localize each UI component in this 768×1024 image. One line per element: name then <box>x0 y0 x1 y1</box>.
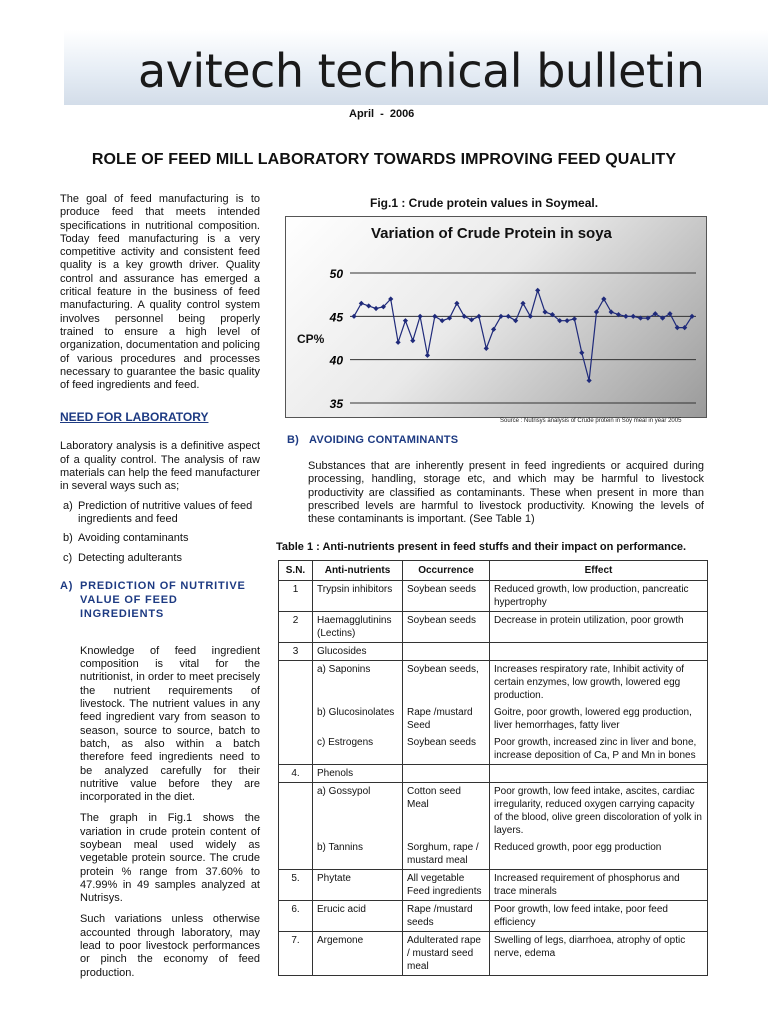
article-title: ROLE OF FEED MILL LABORATORY TOWARDS IMPROVING FEED QUALITY <box>91 151 677 168</box>
cell-occurrence: Adulterated rape / mustard seed meal <box>403 932 490 976</box>
section-a-marker: A) <box>60 579 74 592</box>
table-row <box>279 901 708 932</box>
cell-anti-nutrient: b) Glucosinolates <box>313 704 403 734</box>
data-point <box>542 309 547 314</box>
cell-sn <box>279 734 313 765</box>
cell-sn <box>279 704 313 734</box>
data-point <box>587 378 592 383</box>
chart-title: Variation of Crude Protein in soya <box>371 225 612 242</box>
data-point <box>359 301 364 306</box>
cell-occurrence: All vegetable Feed ingredients <box>403 870 490 901</box>
section-a-title: PREDICTION OF NUTRITIVE VALUE OF FEED INGREDIENTS <box>80 579 246 620</box>
data-point <box>601 296 606 301</box>
cell-effect: Poor growth, increased zinc in liver and bone, increase deposition of Ca, P and Mn in bones <box>490 734 708 765</box>
cell-occurrence: Cotton seed Meal <box>403 783 490 840</box>
list-item <box>60 552 260 565</box>
table-title: Table 1 : Anti-nutrients present in feed stuffs and their impact on performance. <box>276 541 687 553</box>
cell-anti-nutrient: a) Gossypol <box>313 783 403 840</box>
data-point <box>484 346 489 351</box>
table-header-row <box>279 561 708 581</box>
anti-nutrients-table <box>278 560 708 976</box>
data-point <box>403 318 408 323</box>
cell-sn <box>279 839 313 870</box>
ways-list <box>60 500 260 565</box>
data-point <box>432 314 437 319</box>
cell-occurrence: Soybean seeds <box>403 734 490 765</box>
data-point <box>675 325 680 330</box>
chart-gridlines <box>350 273 696 403</box>
data-point <box>476 314 481 319</box>
cell-effect <box>490 643 708 661</box>
cell-sn: 3 <box>279 643 313 661</box>
list-item <box>60 532 260 545</box>
data-point <box>564 318 569 323</box>
cell-occurrence: Soybean seeds, <box>403 661 490 705</box>
data-point <box>609 309 614 314</box>
cell-effect: Poor growth, low feed intake, ascites, cardiac irregularity, reduced oxygen carrying capacity of the blood, olive green discoloration of yolk in layers. <box>490 783 708 840</box>
cell-sn <box>279 783 313 840</box>
data-point <box>631 314 636 319</box>
data-point <box>454 301 459 306</box>
data-point <box>520 301 525 306</box>
data-point <box>653 311 658 316</box>
cell-anti-nutrient: Glucosides <box>313 643 403 661</box>
table-row <box>279 704 708 734</box>
need-paragraph: Laboratory analysis is a definitive aspect of a quality control. The analysis of raw materials can help the feed manufacturer in several ways such as; <box>60 440 260 493</box>
issue-date: April - 2006 <box>349 108 415 120</box>
cell-occurrence <box>403 643 490 661</box>
intro-paragraph: The goal of feed manufacturing is to produce feed that meets intended specifications in nutritional composition. Today feed manufacturing is a very competitive activity and consistent feed quality is a key growth driver. Quality control and assurance has emerged a critical feature in the business of feed manufacturing. A quality control system involves personnel being properly trained to ensure a high level of organization, documentation and policing of various procedures and processes necessary to guarantee the basic quality of feed ingredients and feed. <box>60 193 260 392</box>
chart-y-axis-label: CP% <box>297 332 325 346</box>
data-point <box>366 303 371 308</box>
cell-anti-nutrient: Erucic acid <box>313 901 403 932</box>
cell-occurrence: Rape /mustard Seed <box>403 704 490 734</box>
cell-effect: Poor growth, low feed intake, poor feed efficiency <box>490 901 708 932</box>
table-row <box>279 870 708 901</box>
list-marker: a) <box>63 499 73 512</box>
y-tick-label: 50 <box>329 267 343 281</box>
cell-anti-nutrient: Argemone <box>313 932 403 976</box>
table-row <box>279 581 708 612</box>
cell-anti-nutrient: Phytate <box>313 870 403 901</box>
data-point <box>535 288 540 293</box>
section-a-heading <box>60 579 260 621</box>
section-b-title: AVOIDING CONTAMINANTS <box>309 434 459 446</box>
cell-effect: Increased requirement of phosphorus and trace minerals <box>490 870 708 901</box>
cell-sn: 4. <box>279 765 313 783</box>
cell-occurrence: Soybean seeds <box>403 612 490 643</box>
list-marker: c) <box>63 551 73 564</box>
data-point <box>513 318 518 323</box>
cell-anti-nutrient: Phenols <box>313 765 403 783</box>
cell-anti-nutrient: a) Saponins <box>313 661 403 705</box>
cell-sn: 2 <box>279 612 313 643</box>
data-point <box>373 306 378 311</box>
brand-title: avitech technical bulletin <box>138 44 705 98</box>
data-point <box>667 311 672 316</box>
header-anti-nutrients: Anti-nutrients <box>313 561 403 581</box>
cell-anti-nutrient: c) Estrogens <box>313 734 403 765</box>
data-point <box>410 338 415 343</box>
cell-sn: 7. <box>279 932 313 976</box>
data-point <box>469 317 474 322</box>
figure-caption: Fig.1 : Crude protein values in Soymeal. <box>370 196 599 210</box>
section-a-paragraph-3: Such variations unless otherwise accounted through laboratory, may lead to poor livestock performances or pinch the economy of feed production. <box>80 913 260 979</box>
data-point <box>491 327 496 332</box>
left-column <box>60 193 260 980</box>
table-row <box>279 765 708 783</box>
data-point <box>572 316 577 321</box>
crude-protein-chart <box>286 217 706 417</box>
cell-occurrence: Sorghum, rape / mustard meal <box>403 839 490 870</box>
y-tick-label: 45 <box>329 310 343 325</box>
list-item <box>60 500 260 527</box>
table-row <box>279 661 708 705</box>
header-effect: Effect <box>490 561 708 581</box>
section-a-paragraph-2: The graph in Fig.1 shows the variation in crude protein content of soybean meal used widely as vegetable protein source. The crude protein % range from 37.60% to 47.99% in 49 samples analyzed at Nutrisys. <box>80 812 260 905</box>
section-a-paragraph-1: Knowledge of feed ingredient composition is vital for the nutritionist, in order to meet precisely the nutrient requirements of livestock. The nutrient values in any feed ingredient vary from season to season, source to source, batch to batch, as also within a batch therefore feed ingredients need to be analyzed carefully for their nutritive value before they are incorporated in the diet. <box>80 644 260 804</box>
cell-effect <box>490 765 708 783</box>
table-row <box>279 783 708 840</box>
chart-y-tick-labels <box>329 267 344 411</box>
section-b-heading <box>287 434 458 446</box>
cell-anti-nutrient: b) Tannins <box>313 839 403 870</box>
header-occurrence: Occurrence <box>403 561 490 581</box>
data-point <box>395 340 400 345</box>
cell-effect: Goitre, poor growth, lowered egg production, liver hemorrhages, fatty liver <box>490 704 708 734</box>
header-sn: S.N. <box>279 561 313 581</box>
list-marker: b) <box>63 532 73 545</box>
section-b-paragraph: Substances that are inherently present in feed ingredients or acquired during processing, handling, storage etc, and which may be harmful to livestock productivity are classified as contaminants. These when present in more than prescribed levels are harmful to livestock productivity. Knowing the levels of these contaminants is important. (See Table 1) <box>308 460 704 526</box>
chart-source-note: Source : Nutrisys analysis of Crude protein in Soy meal in year 2005 <box>500 418 682 424</box>
data-point <box>462 314 467 319</box>
list-text: Prediction of nutritive values of feed ingredients and feed <box>78 499 253 525</box>
table-row <box>279 643 708 661</box>
cell-anti-nutrient: Haemagglutinins (Lectins) <box>313 612 403 643</box>
cell-occurrence <box>403 765 490 783</box>
data-point <box>351 314 356 319</box>
y-tick-label: 35 <box>329 397 343 411</box>
table-row <box>279 839 708 870</box>
cell-sn: 1 <box>279 581 313 612</box>
section-b-marker: B) <box>287 434 300 446</box>
table-row <box>279 612 708 643</box>
data-point <box>498 314 503 319</box>
need-for-laboratory-heading: NEED FOR LABORATORY <box>60 410 209 425</box>
cell-sn: 6. <box>279 901 313 932</box>
y-tick-label: 40 <box>329 353 343 368</box>
cell-effect: Reduced growth, poor egg production <box>490 839 708 870</box>
list-text: Avoiding contaminants <box>78 532 189 545</box>
data-point <box>418 314 423 319</box>
chart-series <box>351 288 694 383</box>
data-point <box>623 314 628 319</box>
chart-frame <box>285 216 707 418</box>
data-point <box>440 318 445 323</box>
cell-sn <box>279 661 313 705</box>
cell-effect: Increases respiratory rate, Inhibit activity of certain enzymes, low growth, lowered egg production. <box>490 661 708 705</box>
cell-effect: Reduced growth, low production, pancreatic hypertrophy <box>490 581 708 612</box>
data-point <box>594 309 599 314</box>
cell-occurrence: Rape /mustard seeds <box>403 901 490 932</box>
cell-effect: Swelling of legs, diarrhoea, atrophy of optic nerve, edema <box>490 932 708 976</box>
data-point <box>506 314 511 319</box>
cell-sn: 5. <box>279 870 313 901</box>
table-row <box>279 932 708 976</box>
cell-anti-nutrient: Trypsin inhibitors <box>313 581 403 612</box>
cell-effect: Decrease in protein utilization, poor growth <box>490 612 708 643</box>
data-point <box>579 350 584 355</box>
data-point <box>425 353 430 358</box>
data-point <box>528 314 533 319</box>
table-row <box>279 734 708 765</box>
cell-occurrence: Soybean seeds <box>403 581 490 612</box>
list-text: Detecting adulterants <box>78 551 182 564</box>
